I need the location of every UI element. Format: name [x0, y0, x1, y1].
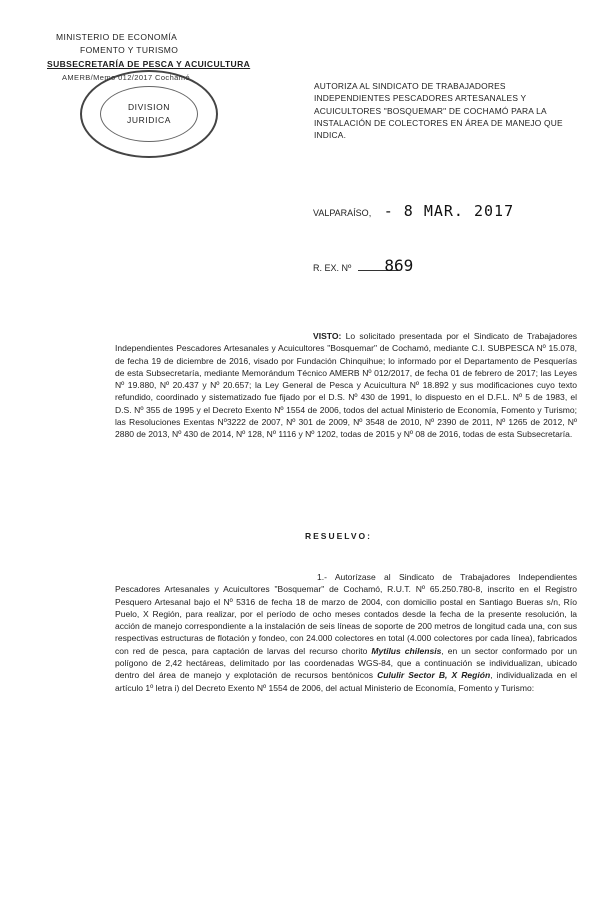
resolution-title: AUTORIZA AL SINDICATO DE TRABAJADORES INDEPENDIENTES PESCADORES ARTESANALES Y ACUICULTORES "BOSQUEMAR" DE COCHAMÓ PARA LA INSTALACIÓN DE COLECTORES EN ÁREA DE MANEJO QUE INDICA.	[314, 81, 563, 141]
subsecretaria-name: SUBSECRETARÍA DE PESCA Y ACUICULTURA	[47, 59, 251, 69]
resolution-label: R. EX. Nº	[313, 263, 352, 273]
place: VALPARAÍSO,	[313, 208, 372, 218]
article-1-paragraph	[115, 571, 577, 694]
visto-label: VISTO:	[313, 331, 342, 341]
resolution-number	[313, 256, 413, 275]
article-1-text-c: , individualizada en el artículo 1º letra i) del Decreto Exento Nº 1554 de 2006, del actual Ministerio de Economía, Fomento y Turismo:	[115, 670, 578, 693]
ministry-name-line2: FOMENTO Y TURISMO	[80, 45, 179, 55]
date-stamp: - 8 MAR. 2017	[383, 202, 515, 220]
stamp-line-1: DIVISION	[127, 102, 171, 112]
ministry-name: MINISTERIO DE ECONOMÍA	[56, 32, 178, 42]
resolution-number-value: 869	[384, 256, 414, 275]
article-1-text-a: Autorízase al Sindicato de Trabajadores Independientes Pescadores Artesanales y Acuicultores "Bosquemar" de Cochamó, R.U.T. Nº 65.250.780-8, inscrito en el Registro Pesquero Artesanal bajo el Nº 5316 de fecha 18 de marzo de 2004, con domicilio postal en Santiago Bueras s/n, Río Puelo, X Región, para realizar, por el período de ocho meses contados desde la fecha de la presente resolución, la acción de manejo correspondiente a la instalación de seis líneas de soporte de 200 metros de longitud cada una, con sus respectivas estructuras de flotación y fondeo, con 24.000 colectores en total (4.000 colectores por cada línea), fabricados con red de pesca, para captación de larvas del recurso chorito	[115, 572, 577, 656]
article-1-text-b: , en un sector conformado por un polígono de 2,42 hectáreas, delimitado por las coordenadas WGS-84, que a continuación se individualizan, ubicado dentro del área de manejo y explotación de recursos bentónicos	[115, 645, 578, 681]
area-name: Cululir Sector B, X Región	[377, 670, 491, 681]
reference-code: AMERB/Memo 012/2017 Cochamó	[62, 73, 190, 82]
species-name: Mytilus chilensis	[371, 645, 442, 656]
visto-paragraph	[115, 330, 577, 441]
article-1-number: 1.-	[317, 572, 327, 582]
visto-text: Lo solicitado presentada por el Sindicato de Trabajadores Independientes Pescadores Artesanales y Acuicultores "Bosquemar" de Cochamó, mediante C.I. SUBPESCA Nº 15.078, de fecha 19 de diciembre de 2016, visado por Fundación Chinquihue; lo informado por el Departamento de Pesquerías de esta Subsecretaría, mediante Memorándum Técnico AMERB Nº 012/2017, de fecha 01 de febrero de 2017; las Leyes Nº 19.880, Nº 20.437 y Nº 20.657; la Ley General de Pesca y Acuicultura Nº 18.892 y sus modificaciones cuyo texto refundido, coordinado y sistematizado fue fijado por el D.S. Nº 430 de 1991, lo dispuesto en el D.F.L. Nº 5 de 1983, el D.S. Nº 355 de 1995 y el Decreto Exento Nº 1554 de 2006, todos del actual Ministerio de Economía, Fomento y Turismo; las Resoluciones Exentas Nº3222 de 2007, Nº 301 de 2009, Nº 3548 de 2010, Nº 2390 de 2011, Nº 1265 de 2012, Nº 2880 de 2013, Nº 430 de 2014, Nº 128, Nº 1116 y Nº 1202, todas de 2015 y Nº 08 de 2016, todas de esta Subsecretaría.	[115, 331, 578, 440]
stamp-inner-ring	[100, 86, 198, 142]
stamp-line-2: JURIDICA	[127, 115, 171, 125]
resuelvo-heading: RESUELVO:	[305, 531, 372, 541]
place-date	[313, 202, 514, 220]
division-juridica-stamp	[80, 70, 218, 158]
